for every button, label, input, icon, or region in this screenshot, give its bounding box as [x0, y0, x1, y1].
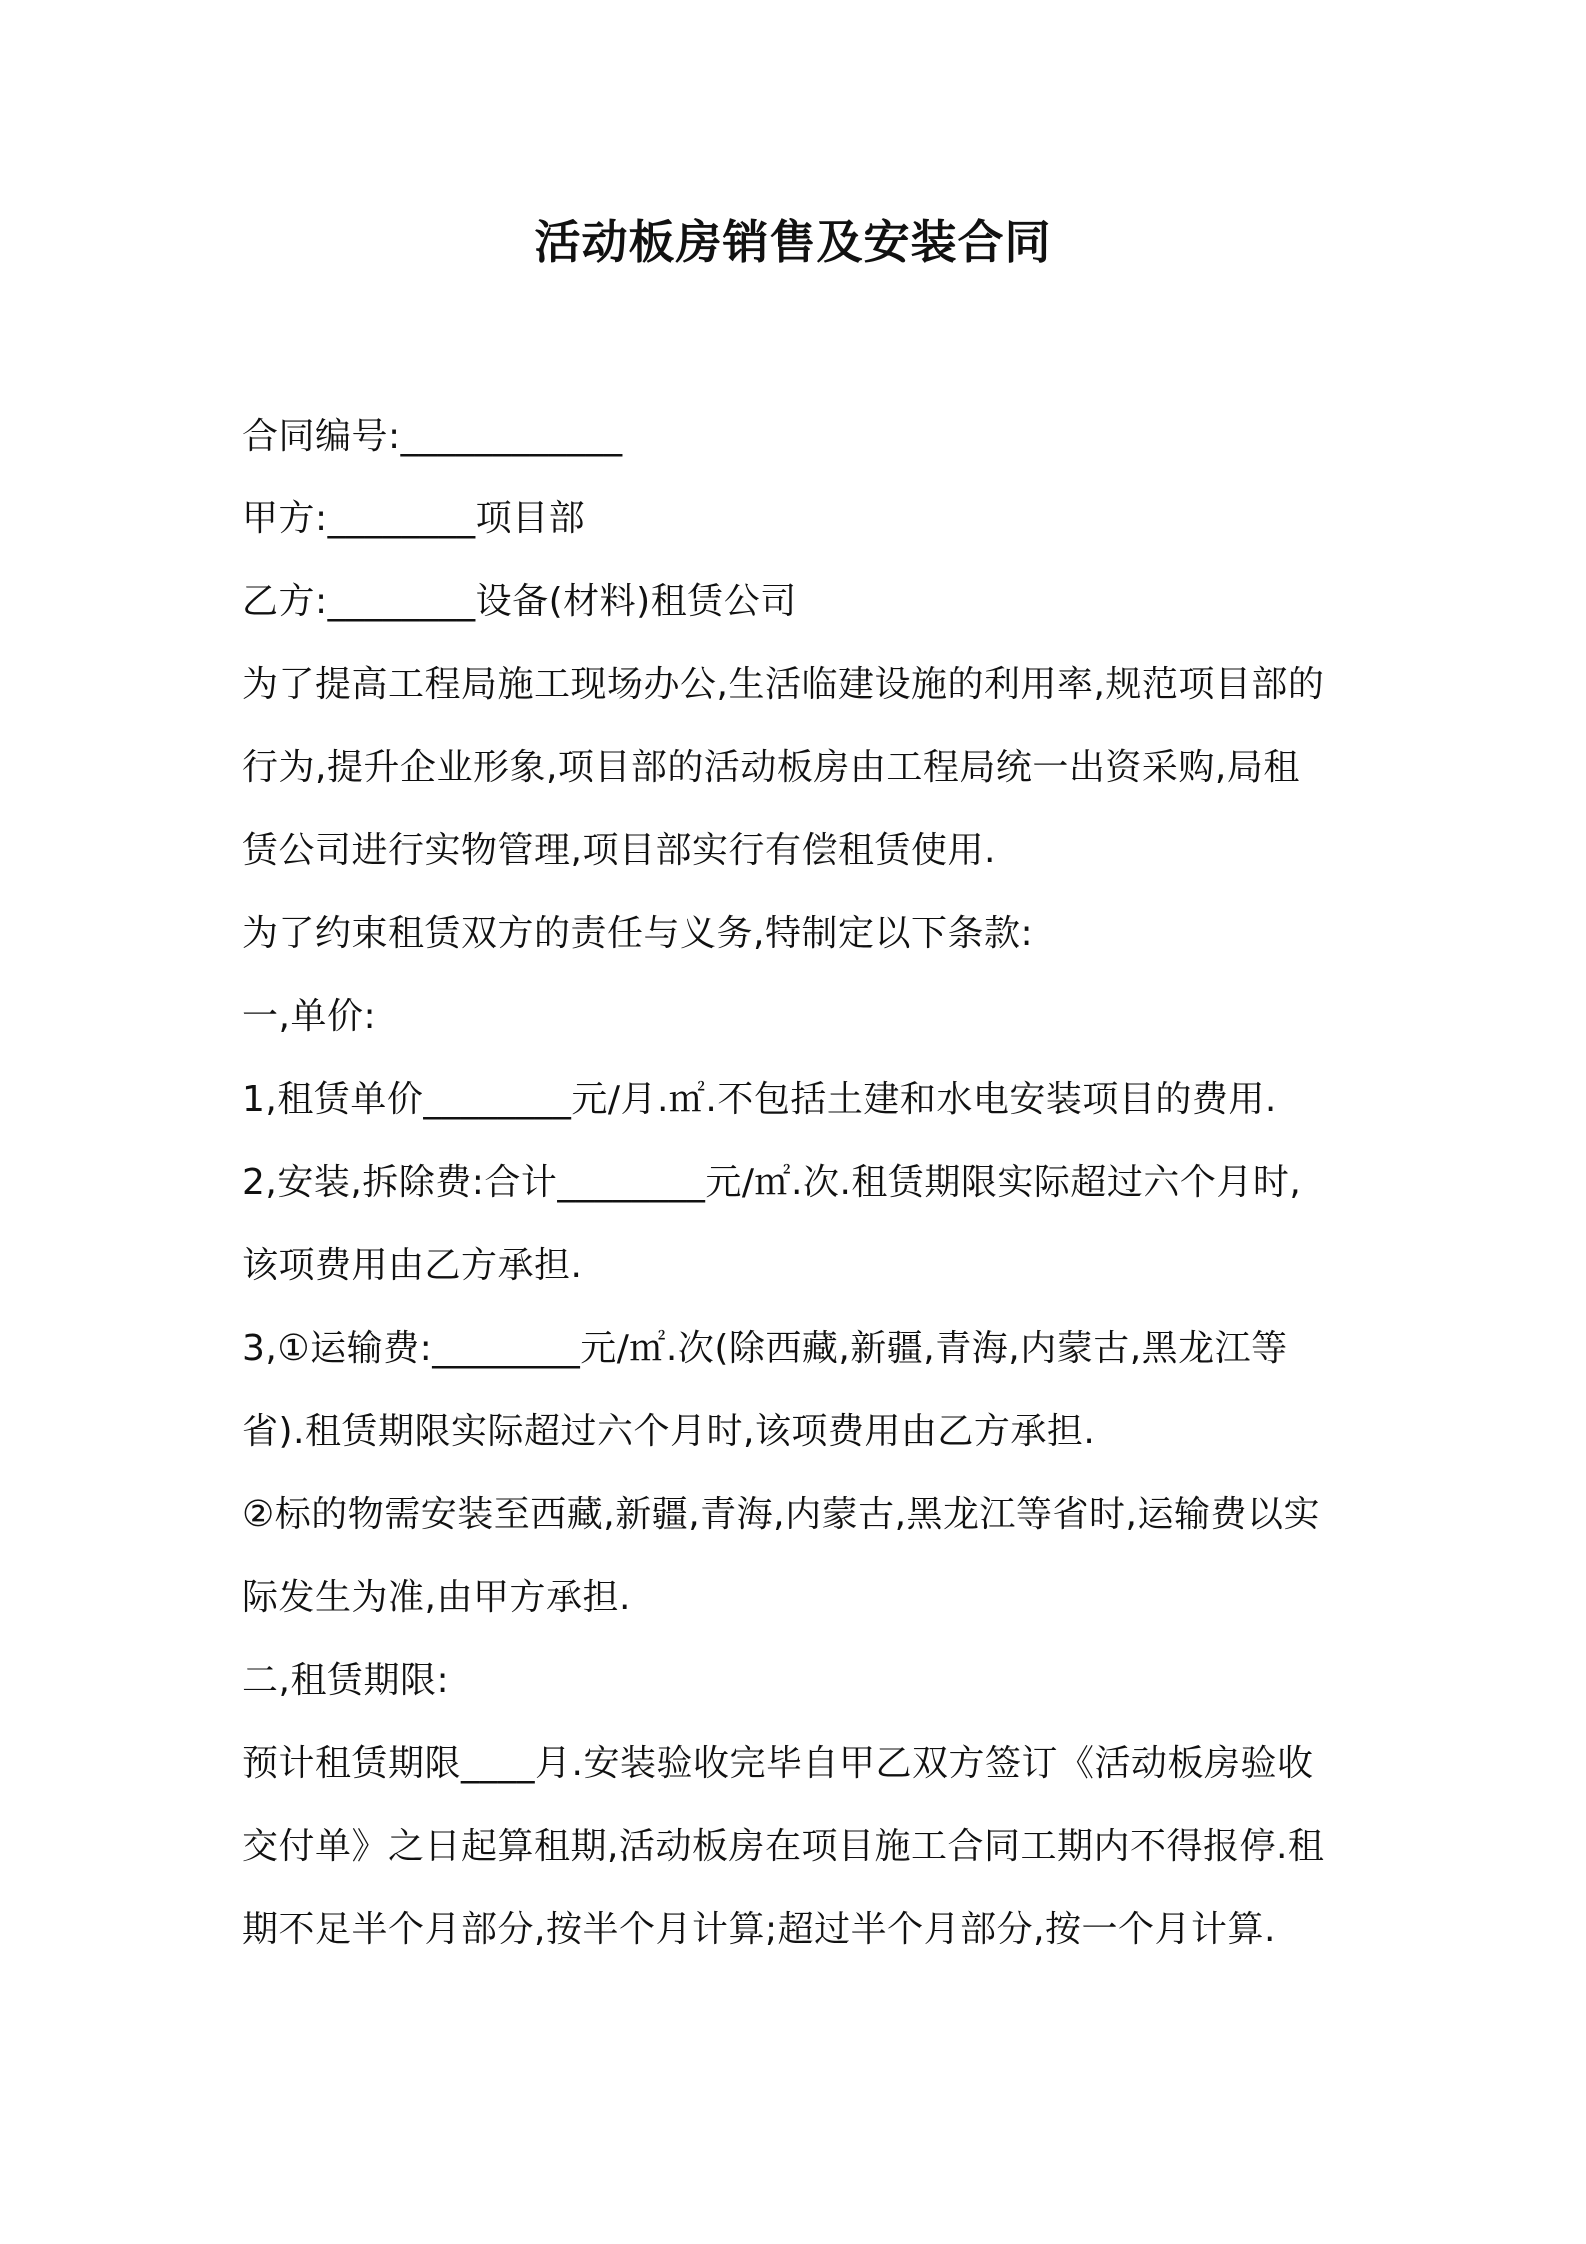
clause-line: 省).租赁期限实际超过六个月时,该项费用由乙方承担.: [242, 1411, 1096, 1452]
clause-line: 2,安装,拆除费:合计________元/㎡.次.租赁期限实际超过六个月时,: [242, 1162, 1302, 1203]
clause-line: 该项费用由乙方承担.: [242, 1245, 583, 1286]
section-heading: 一,单价:: [242, 996, 377, 1037]
clause-line: 3,①运输费:________元/㎡.次(除西藏,新疆,青海,内蒙古,黑龙江等: [242, 1328, 1288, 1369]
section-heading: 二,租赁期限:: [242, 1660, 450, 1701]
paragraph-line: 为了约束租赁双方的责任与义务,特制定以下条款:: [242, 913, 1034, 954]
party-a-line: 甲方:________项目部: [242, 498, 586, 539]
clause-line: 1,租赁单价________元/月.㎡.不包括土建和水电安装项目的费用.: [242, 1079, 1277, 1120]
contract-number-line: 合同编号:____________: [242, 416, 623, 457]
party-b-line: 乙方:________设备(材料)租赁公司: [242, 581, 797, 622]
paragraph-line: 赁公司进行实物管理,项目部实行有偿租赁使用.: [242, 830, 996, 871]
paragraph-line: 行为,提升企业形象,项目部的活动板房由工程局统一出资采购,局租: [242, 747, 1300, 788]
clause-line: 期不足半个月部分,按半个月计算;超过半个月部分,按一个月计算.: [242, 1909, 1276, 1950]
clause-line: 际发生为准,由甲方承担.: [242, 1577, 631, 1618]
document-title: 活动板房销售及安装合同: [534, 215, 1052, 269]
clause-line: 交付单》之日起算租期,活动板房在项目施工合同工期内不得报停.租: [242, 1826, 1325, 1867]
clause-line: ②标的物需安装至西藏,新疆,青海,内蒙古,黑龙江等省时,运输费以实: [242, 1494, 1320, 1535]
paragraph-line: 为了提高工程局施工现场办公,生活临建设施的利用率,规范项目部的: [242, 664, 1325, 705]
clause-line: 预计租赁期限____月.安装验收完毕自甲乙双方签订《活动板房验收: [242, 1743, 1314, 1784]
